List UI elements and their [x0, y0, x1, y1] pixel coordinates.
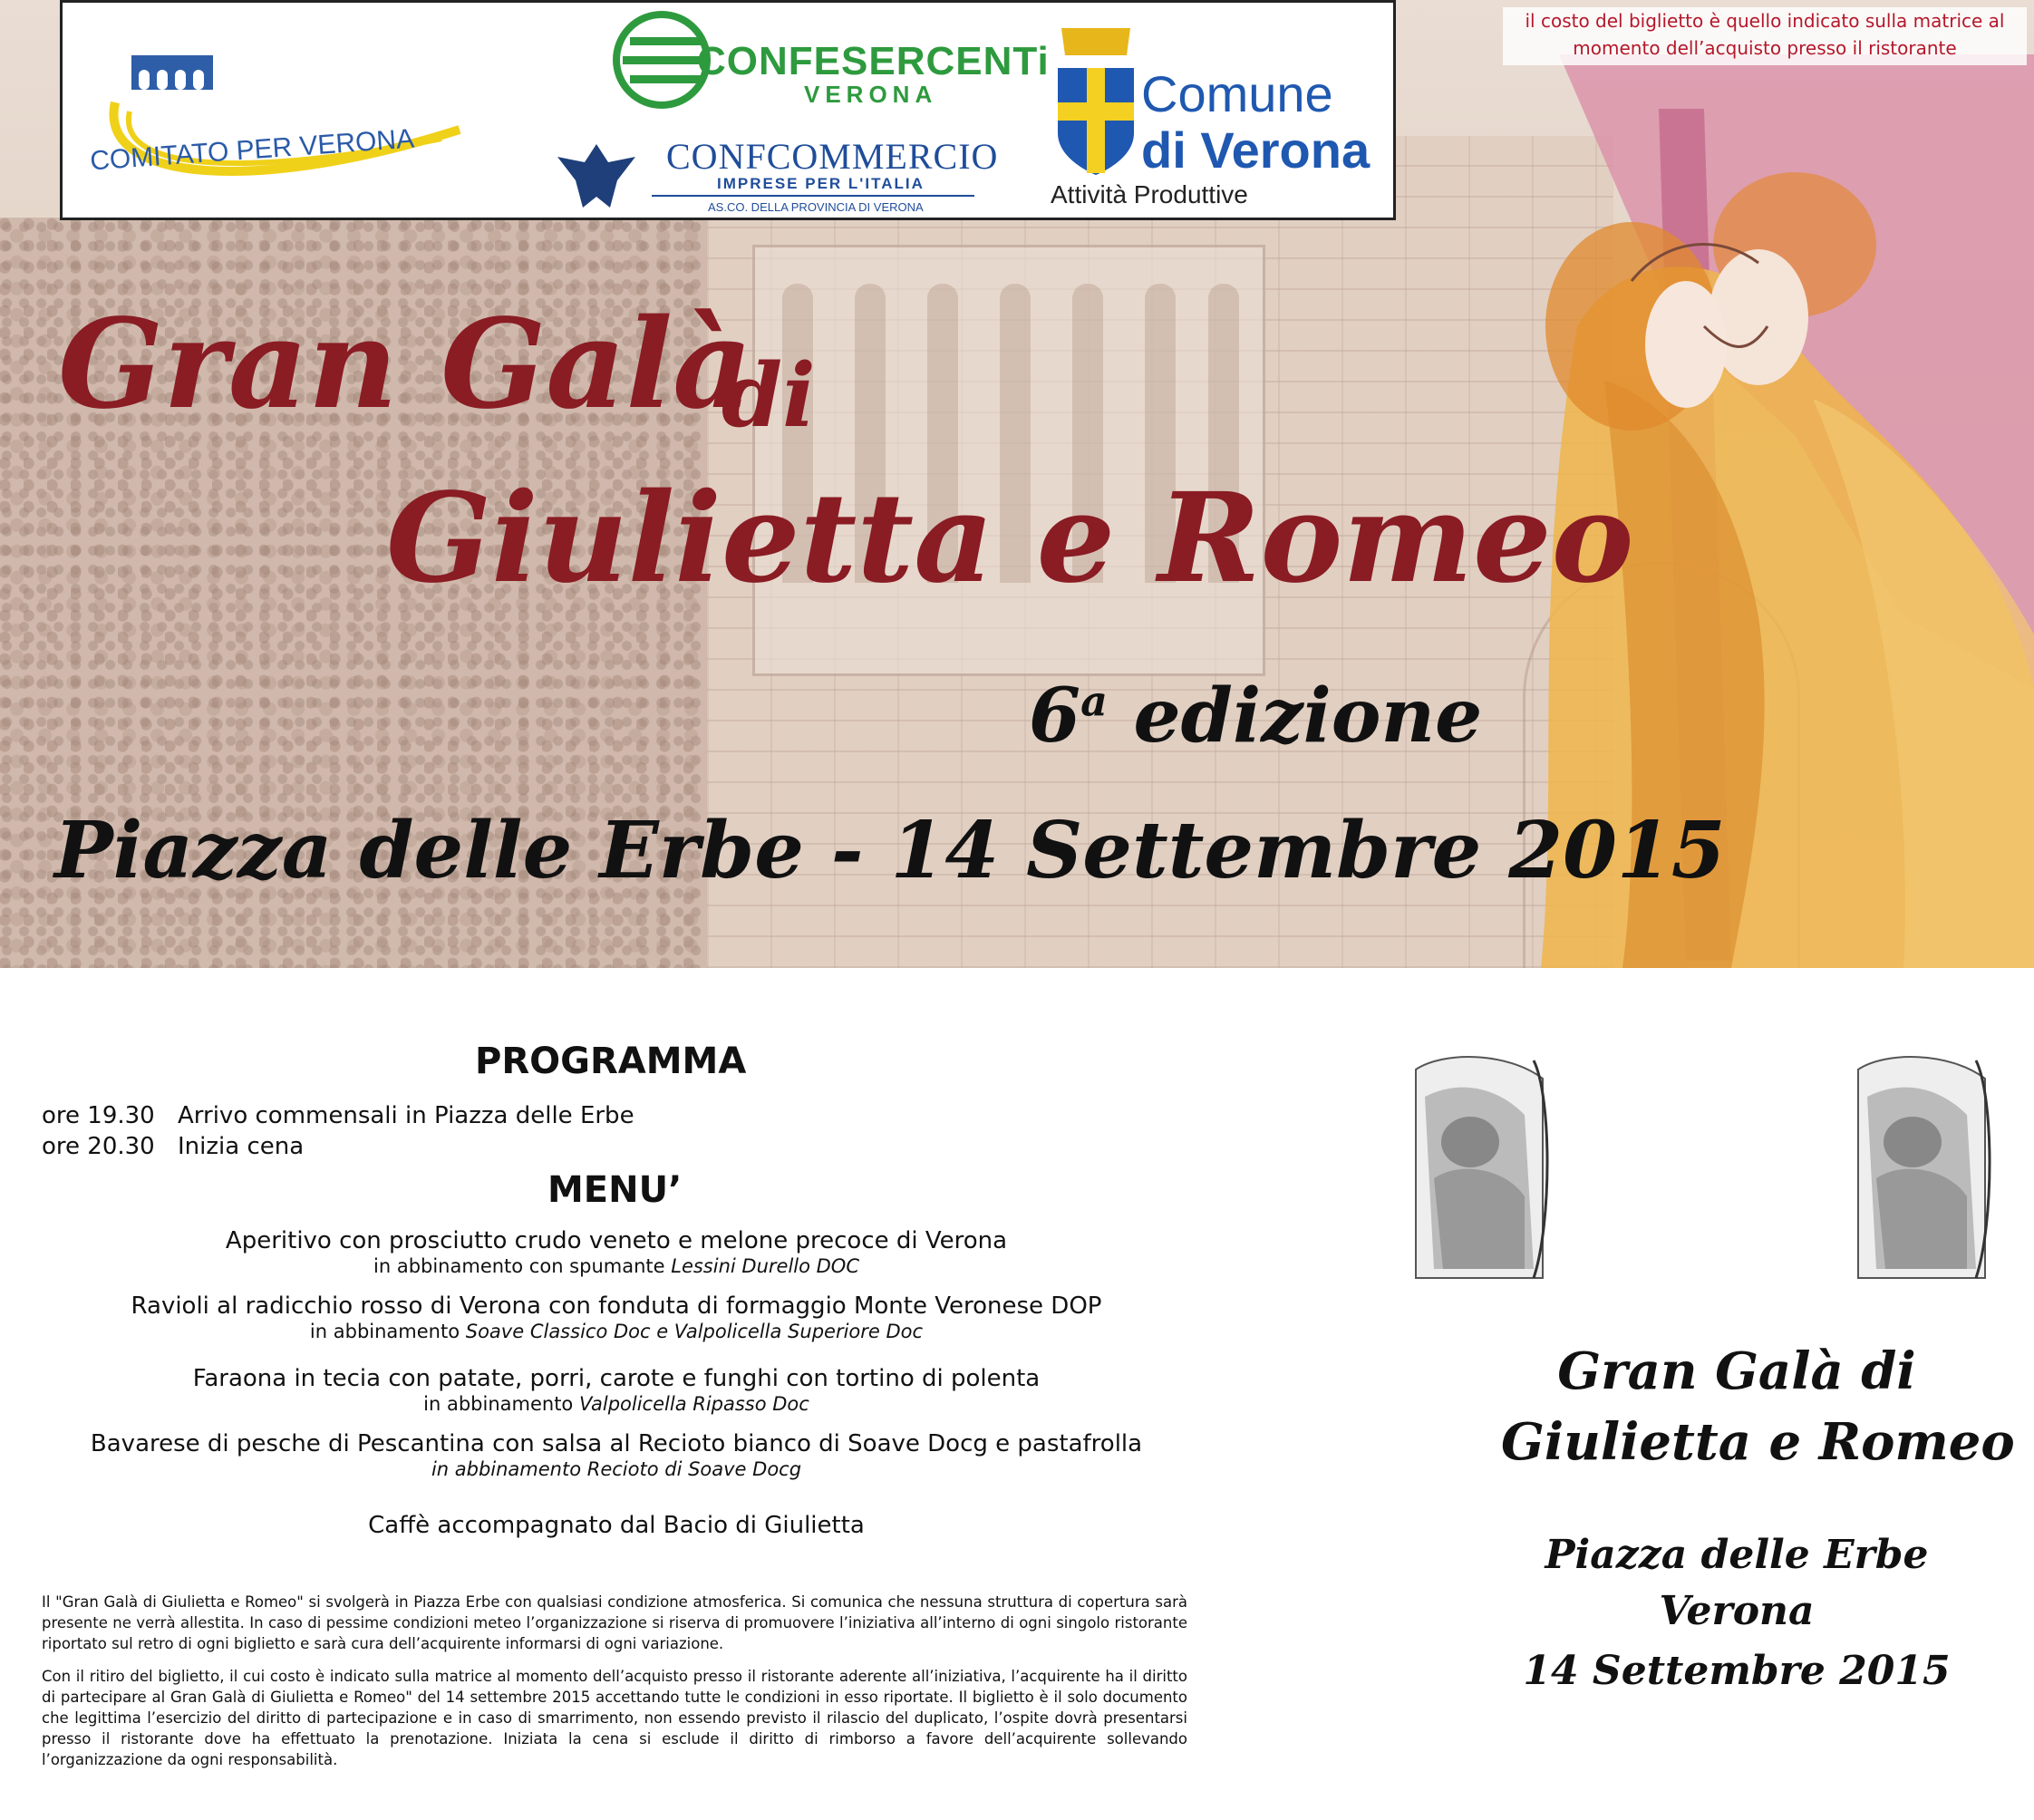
ticket-price-note — [1503, 7, 2027, 65]
balcony-vignette-left — [1407, 1042, 1552, 1292]
edition-number: 6 — [1029, 673, 1081, 760]
menu-dish: Bavarese di pesche di Pescantina con salsa al Recioto bianco di Soave Docg e pastafrolla — [90, 1430, 1143, 1457]
programma-text: Arrivo commensali in Piazza delle Erbe — [178, 1102, 634, 1129]
menu-item — [73, 1227, 1160, 1278]
programma-time: ore 19.30 — [42, 1102, 155, 1129]
ticket-note-line2: momento dell’acquisto presso il ristorante — [1573, 37, 1957, 59]
legal-paragraph-1: Il "Gran Galà di Giulietta e Romeo" si svolgerà in Piazza Erbe con qualsiasi condizione atmosferica. Si comunica che nessuna struttura di copertura sarà presente ne verrà allestita. In caso di pessime condizioni meteo l’organizzazione si riserva di promuovere l’iniziativa all’interno di ogni singolo ristorante riportato sul retro di ogni biglietto e sarà cura dell’acquirente informarsi di ogni variazione. — [42, 1593, 1187, 1652]
confcommercio-eagle-icon — [554, 135, 639, 213]
menu-pairing: in abbinamento Recioto di Soave Docg — [431, 1458, 802, 1480]
edition-sup: a — [1080, 676, 1108, 726]
event-title-line2: Giulietta e Romeo — [386, 466, 1634, 611]
menu-item — [73, 1365, 1160, 1416]
card-date: 14 Settembre 2015 — [1523, 1648, 1951, 1694]
menu-dish: Ravioli al radicchio rosso di Verona con fonduta di formaggio Monte Veronese DOP — [131, 1292, 1102, 1320]
verona-coat-of-arms — [1051, 15, 1141, 179]
card-title-line2: Giulietta e Romeo — [1501, 1412, 2015, 1472]
menu-dish: Faraona in tecia con patate, porri, carote e funghi con tortino di polenta — [192, 1365, 1041, 1392]
confesercenti-city: VERONA — [804, 81, 938, 108]
comitato-label: COMITATO PER VERONA — [89, 123, 416, 177]
programma-time: ore 20.30 — [42, 1133, 155, 1160]
programma-item — [42, 1102, 634, 1129]
comitato-per-verona-logo — [79, 39, 514, 211]
event-title-di: di — [722, 344, 816, 447]
menu-dish: Aperitivo con prosciutto crudo veneto e melone precoce di Verona — [225, 1227, 1008, 1254]
edition-label — [1029, 673, 1482, 760]
card-place-line1: Piazza delle Erbe — [1545, 1532, 1929, 1578]
comune-name-line1: Comune — [1141, 65, 1333, 122]
menu-pairing: in abbinamento con spumante Lessini Durello DOC — [373, 1255, 859, 1277]
comune-name-line2: di Verona — [1141, 121, 1371, 179]
legal-paragraph-2: Con il ritiro del biglietto, il cui costo è indicato sulla matrice al momento dell’acquisto presso il ristorante aderente all’iniziativa, l’acquirente ha il diritto di partecipare al Gran Galà di Giulietta e Romeo" del 14 settembre 2015 accettando tutte le condizioni in esso riportate. Il biglietto è il solo documento che legittima l’esercizio del diritto di partecipazione e in caso di smarrimento, non essendo previsto il rilascio del duplicato, l’ospite dovrà presentarsi presso il ristorante dove ha effettuato la prenotazione. Iniziata la cena si esclude il diritto di rimborso a favore dell’acquirente sollevando l’organizzazione da ogni responsabilità. — [42, 1668, 1187, 1768]
programma-item — [42, 1133, 304, 1160]
ticket-note-line1: il costo del biglietto è quello indicato sulla matrice al — [1525, 10, 2005, 32]
menu-item — [73, 1292, 1160, 1343]
programma-text: Inizia cena — [178, 1133, 305, 1160]
confcommercio-province: AS.CO. DELLA PROVINCIA DI VERONA — [708, 200, 924, 214]
menu-dish: Caffè accompagnato dal Bacio di Giulietta — [368, 1512, 865, 1539]
edition-word: edizione — [1133, 673, 1483, 760]
menu-pairing: in abbinamento Valpolicella Ripasso Doc — [423, 1393, 809, 1415]
juliet-balcony-image — [752, 245, 1265, 676]
confcommercio-divider — [652, 195, 974, 197]
event-title-line1: Gran Galà — [58, 292, 753, 437]
programma-heading: PROGRAMMA — [475, 1041, 747, 1082]
confesercenti-name: CONFESERCENTi — [697, 39, 1050, 83]
balcony-vignette-right — [1849, 1042, 1994, 1292]
menu-pairing: in abbinamento Soave Classico Doc e Valpolicella Superiore Doc — [309, 1321, 924, 1342]
menu-item — [73, 1430, 1160, 1481]
menu-item — [73, 1512, 1160, 1539]
sponsor-logos-box — [60, 0, 1396, 220]
menu-heading: MENU’ — [547, 1169, 683, 1211]
confcommercio-name: CONFCOMMERCIO — [666, 136, 999, 177]
event-place-date: Piazza delle Erbe - 14 Settembre 2015 — [54, 805, 1726, 896]
comune-department: Attività Produttive — [1051, 180, 1248, 208]
card-place-line2: Verona — [1659, 1588, 1815, 1634]
confcommercio-sub: IMPRESE PER L'ITALIA — [717, 175, 925, 192]
card-title-line1: Gran Galà di — [1557, 1341, 1916, 1401]
